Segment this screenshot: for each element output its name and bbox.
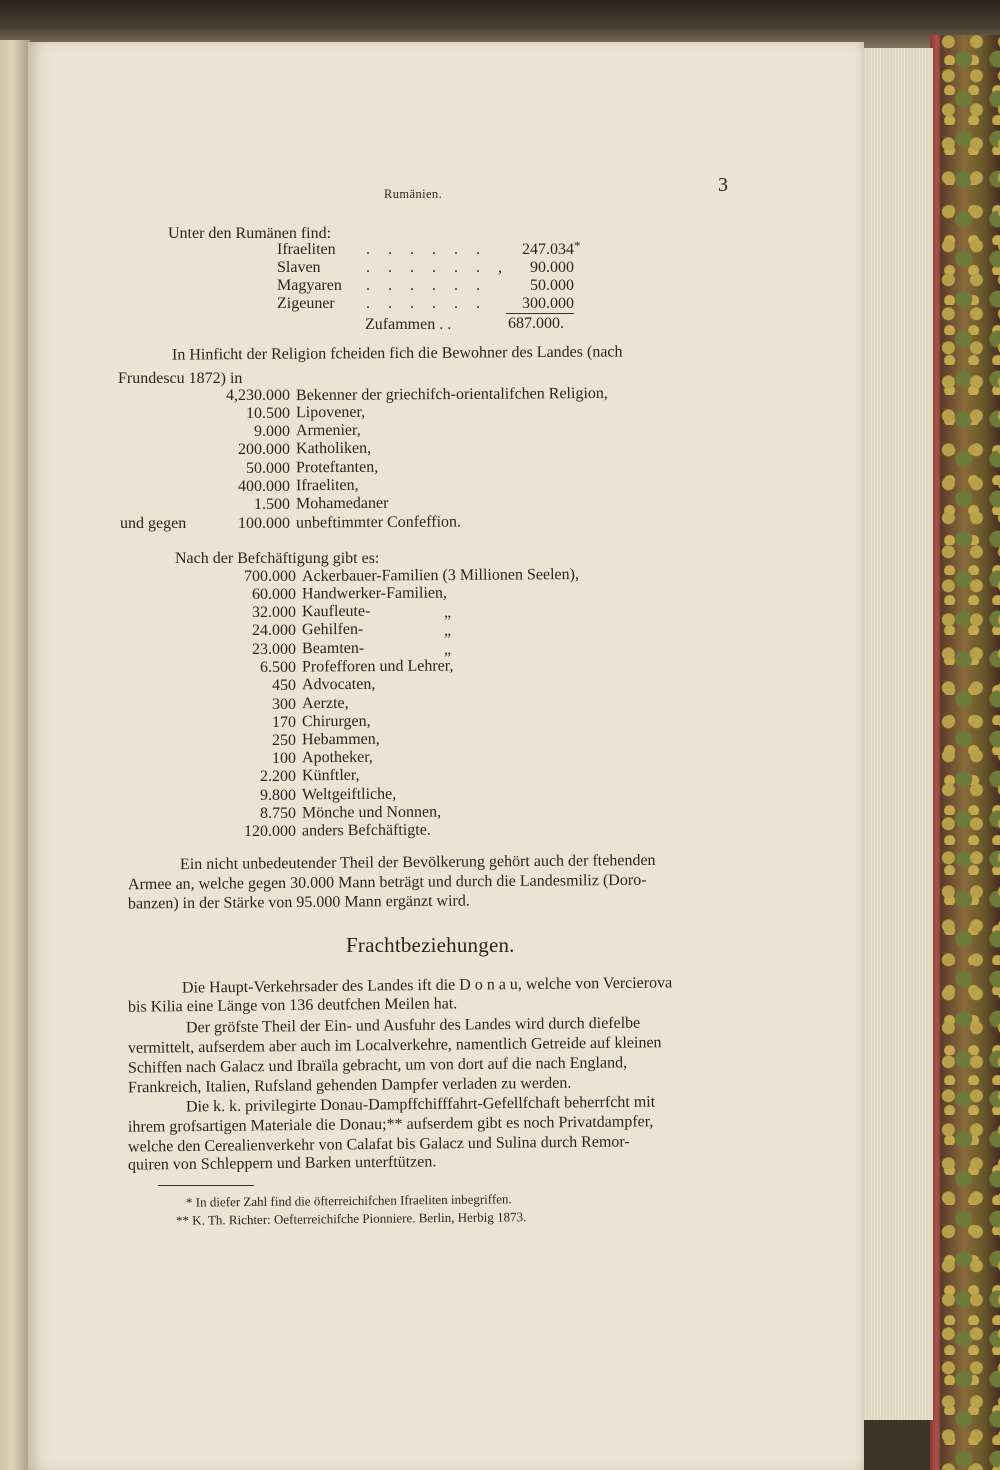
section-line-7: Die k. k. privilegirte Donau-Dampffchifffahrt-Gefellfchaft beherrfcht mit xyxy=(185,1093,656,1116)
nationality-label: Slaven xyxy=(277,259,321,276)
leader-dots: . . . . . . xyxy=(366,295,487,312)
occupation-label: Beamten- xyxy=(301,639,365,658)
occupation-value: 250 xyxy=(272,732,296,749)
occupation-label: Weltgeiftliche, xyxy=(301,785,397,804)
footnote-mark: * xyxy=(574,238,581,253)
section-line-10: quiren von Schleppern und Barken unterftützen. xyxy=(127,1153,437,1174)
occupation-value: 6.500 xyxy=(260,659,296,676)
nationality-value: 247.034 xyxy=(522,241,574,258)
army-line-3: banzen) in der Stärke von 95.000 Mann ergänzt wird. xyxy=(127,892,470,913)
religion-value: 200.000 xyxy=(238,441,290,458)
occupation-value: 9.800 xyxy=(260,787,296,804)
occupation-label: Aerzte, xyxy=(301,694,349,713)
footnote-rule xyxy=(158,1185,254,1186)
occupation-label: Künftler, xyxy=(301,766,360,785)
religion-value: 400.000 xyxy=(238,478,290,495)
religion-value: 100.000 xyxy=(238,515,290,532)
book-page xyxy=(28,42,864,1470)
footnote-2: ** K. Th. Richter: Oefterreichifche Pionniere. Berlin, Herbig 1873. xyxy=(175,1209,527,1228)
occupation-value: 450 xyxy=(272,677,296,694)
occupation-value: 170 xyxy=(272,714,296,731)
occupation-value: 24.000 xyxy=(252,622,296,639)
occupation-value: 120.000 xyxy=(244,823,296,840)
leader-dots: . . . . . . xyxy=(366,241,487,258)
total-label: Zufammen . . xyxy=(365,316,452,333)
religion-label: Katholiken, xyxy=(295,439,372,458)
religion-value: 10.500 xyxy=(246,405,290,422)
religion-value: 4,230.000 xyxy=(226,387,290,404)
total-value: 687.000. xyxy=(508,315,564,332)
religion-value: 9.000 xyxy=(254,423,290,440)
marbled-cover xyxy=(940,35,1000,1470)
occupation-label: Apotheker, xyxy=(301,748,373,767)
nationality-label: Magyaren xyxy=(277,277,342,294)
nationality-value: 50.000 xyxy=(530,277,574,294)
occupation-label: Ackerbauer-Familien (3 Millionen Seelen), xyxy=(301,566,579,585)
section-line-6: Frankreich, Italien, Rufsland gehenden Dampfer verladen zu werden. xyxy=(127,1074,572,1097)
page-number: 3 xyxy=(718,174,728,196)
army-line-2: Armee an, welche gegen 30.000 Mann beträgt und durch die Landesmiliz (Doro- xyxy=(127,871,647,894)
occupation-value: 23.000 xyxy=(252,641,296,658)
religion-label: Armenier, xyxy=(295,421,361,440)
occupation-label: anders Befchäftigte. xyxy=(301,821,431,840)
religion-label: Mohamedaner xyxy=(295,494,389,513)
occupation-value: 60.000 xyxy=(252,586,296,603)
occupation-value: 2.200 xyxy=(260,768,296,785)
religion-label: Ifraeliten, xyxy=(295,476,359,495)
occupation-label: Advocaten, xyxy=(301,675,376,694)
section-heading: Frachtbeziehungen. xyxy=(346,933,515,957)
ditto-mark: „ xyxy=(444,622,452,639)
section-line-2: bis Kilia eine Länge von 136 deutfchen Meilen hat. xyxy=(127,995,458,1016)
nationalities-intro: Unter den Rumänen find: xyxy=(168,225,332,242)
occupation-label: Gehilfen- xyxy=(301,620,364,639)
leader-dots: . . . . . . , xyxy=(366,259,509,276)
religion-last-prefix: und gegen xyxy=(120,515,187,532)
religion-label: Bekenner der griechifch-orientalifchen Religion, xyxy=(295,384,608,405)
section-line-8: ihrem grofsartigen Materiale die Donau;** aufserdem gibt es noch Privatdampfer, xyxy=(127,1113,654,1136)
section-line-1: Die Haupt-Verkehrsader des Landes ift die D o n a u, welche von Vercierova xyxy=(181,974,673,997)
footnote-1: * In diefer Zahl find die öfterreichifchen Ifraeliten inbegriffen. xyxy=(185,1191,512,1210)
sum-rule xyxy=(506,313,574,314)
occupation-value: 8.750 xyxy=(260,805,296,822)
section-line-3: Der gröfste Theil der Ein- und Ausfuhr des Landes wird durch diefelbe xyxy=(185,1014,641,1037)
religion-value: 1.500 xyxy=(254,496,290,513)
left-page-edge xyxy=(0,40,30,1470)
section-line-5: Schiffen nach Galacz und Ibraïla gebracht, um von dort auf die nach England, xyxy=(127,1054,628,1077)
occupation-label: Profefforen und Lehrer, xyxy=(301,657,454,676)
nationality-value: 90.000 xyxy=(530,259,574,276)
nationality-value: 300.000 xyxy=(522,295,574,312)
occupation-label: Handwerker-Familien, xyxy=(301,584,448,603)
religion-value: 50.000 xyxy=(246,460,290,477)
occupation-value: 300 xyxy=(272,696,296,713)
occupation-label: Chirurgen, xyxy=(301,712,371,731)
page-stack-edges xyxy=(862,48,933,1420)
running-title: Rumänien. xyxy=(384,187,443,201)
ditto-mark: „ xyxy=(444,641,452,658)
religion-label: Lipovener, xyxy=(295,403,366,422)
religion-label: unbeftimmter Confeffion. xyxy=(295,513,462,532)
section-line-9: welche den Cerealienverkehr von Calafat bis Galacz und Sulina durch Remor- xyxy=(127,1133,630,1156)
leader-dots: . . . . . . xyxy=(366,277,487,294)
army-line-1: Ein nicht unbedeutender Theil der Bevölkerung gehört auch der ftehenden xyxy=(179,851,656,874)
nationality-label: Ifraeliten xyxy=(277,241,336,258)
occupation-intro: Nach der Befchäftigung gibt es: xyxy=(175,550,380,567)
occupation-value: 100 xyxy=(272,750,296,767)
nationality-label: Zigeuner xyxy=(277,295,335,312)
religion-intro-line1: In Hinficht der Religion fcheiden fich die Bewohner des Landes (nach xyxy=(171,343,623,364)
occupation-label: Hebammen, xyxy=(301,730,380,749)
occupation-label: Kaufleute- xyxy=(301,602,371,621)
religion-label: Proteftanten, xyxy=(295,458,379,477)
occupation-value: 700.000 xyxy=(244,568,296,585)
section-line-4: vermittelt, aufserdem aber auch im Localverkehre, namentlich Getreide auf kleinen xyxy=(127,1034,662,1057)
occupation-label: Mönche und Nonnen, xyxy=(301,803,442,822)
religion-intro-line2: Frundescu 1872) in xyxy=(118,370,243,387)
ditto-mark: „ xyxy=(444,604,452,621)
occupation-value: 32.000 xyxy=(252,604,296,621)
